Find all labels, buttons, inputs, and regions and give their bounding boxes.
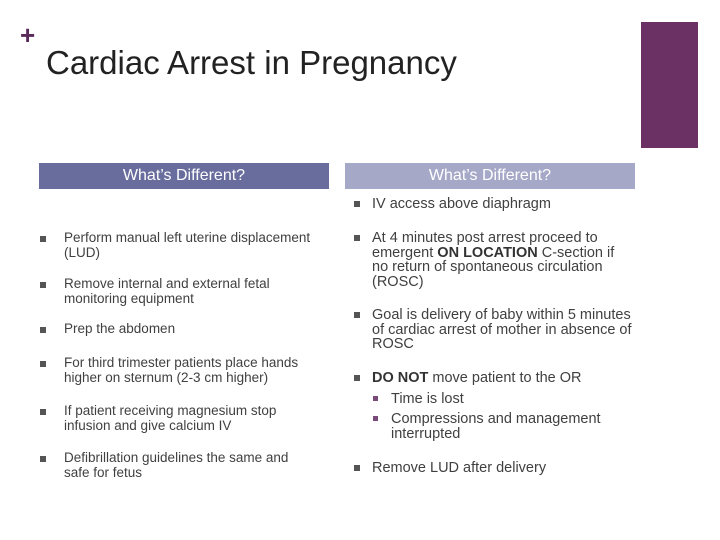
- left-column-header: What’s Different?: [39, 163, 329, 189]
- sub-list-item-text: Time is lost: [391, 391, 464, 407]
- sub-list-item-text: Compressions and management interrupted: [391, 411, 601, 442]
- bullet-icon: [40, 361, 46, 367]
- sub-bullet-icon: [373, 396, 378, 401]
- list-item-text: Remove LUD after delivery: [372, 460, 547, 476]
- sub-bullet-icon: [373, 416, 378, 421]
- list-item-text: Perform manual left uterine displacement (LUD): [64, 230, 311, 260]
- plus-icon: +: [20, 20, 36, 50]
- bullet-icon: [354, 312, 360, 318]
- list-item-text: Remove internal and external fetal monitoring equipment: [64, 276, 270, 306]
- bullet-icon: [354, 465, 360, 471]
- list-item-text: [372, 371, 634, 386]
- bullet-icon: [40, 282, 46, 288]
- list-item-text: [372, 231, 634, 289]
- list-item-text: IV access above diaphragm: [372, 196, 551, 212]
- bullet-icon: [354, 201, 360, 207]
- slide-title: Cardiac Arrest in Pregnancy: [46, 44, 457, 81]
- bullet-icon: [40, 327, 46, 333]
- right-column-header: What’s Different?: [345, 163, 635, 189]
- list-item-text: Goal is delivery of baby within 5 minutes of cardiac arrest of mother in absence of ROSC: [372, 307, 632, 352]
- accent-bar: [641, 22, 698, 148]
- text-segment: move patient to the OR: [428, 370, 582, 386]
- bullet-icon: [354, 375, 360, 381]
- emphasis-text: ON LOCATION: [437, 244, 538, 261]
- text-segment: C-section if no return of spontaneous circulation (ROSC): [372, 244, 615, 290]
- list-item-text: If patient receiving magnesium stop infusion and give calcium IV: [64, 403, 277, 433]
- text-segment: At 4 minutes post arrest proceed to emergent: [372, 230, 598, 261]
- list-item-text: For third trimester patients place hands higher on sternum (2-3 cm higher): [64, 355, 299, 385]
- bullet-icon: [40, 409, 46, 415]
- bullet-icon: [40, 236, 46, 242]
- bullet-icon: [40, 456, 46, 462]
- list-item-text: Defibrillation guidelines the same and safe for fetus: [64, 450, 289, 480]
- list-item-text: Prep the abdomen: [64, 321, 176, 336]
- emphasis-text: DO NOT: [372, 370, 429, 386]
- bullet-icon: [354, 235, 360, 241]
